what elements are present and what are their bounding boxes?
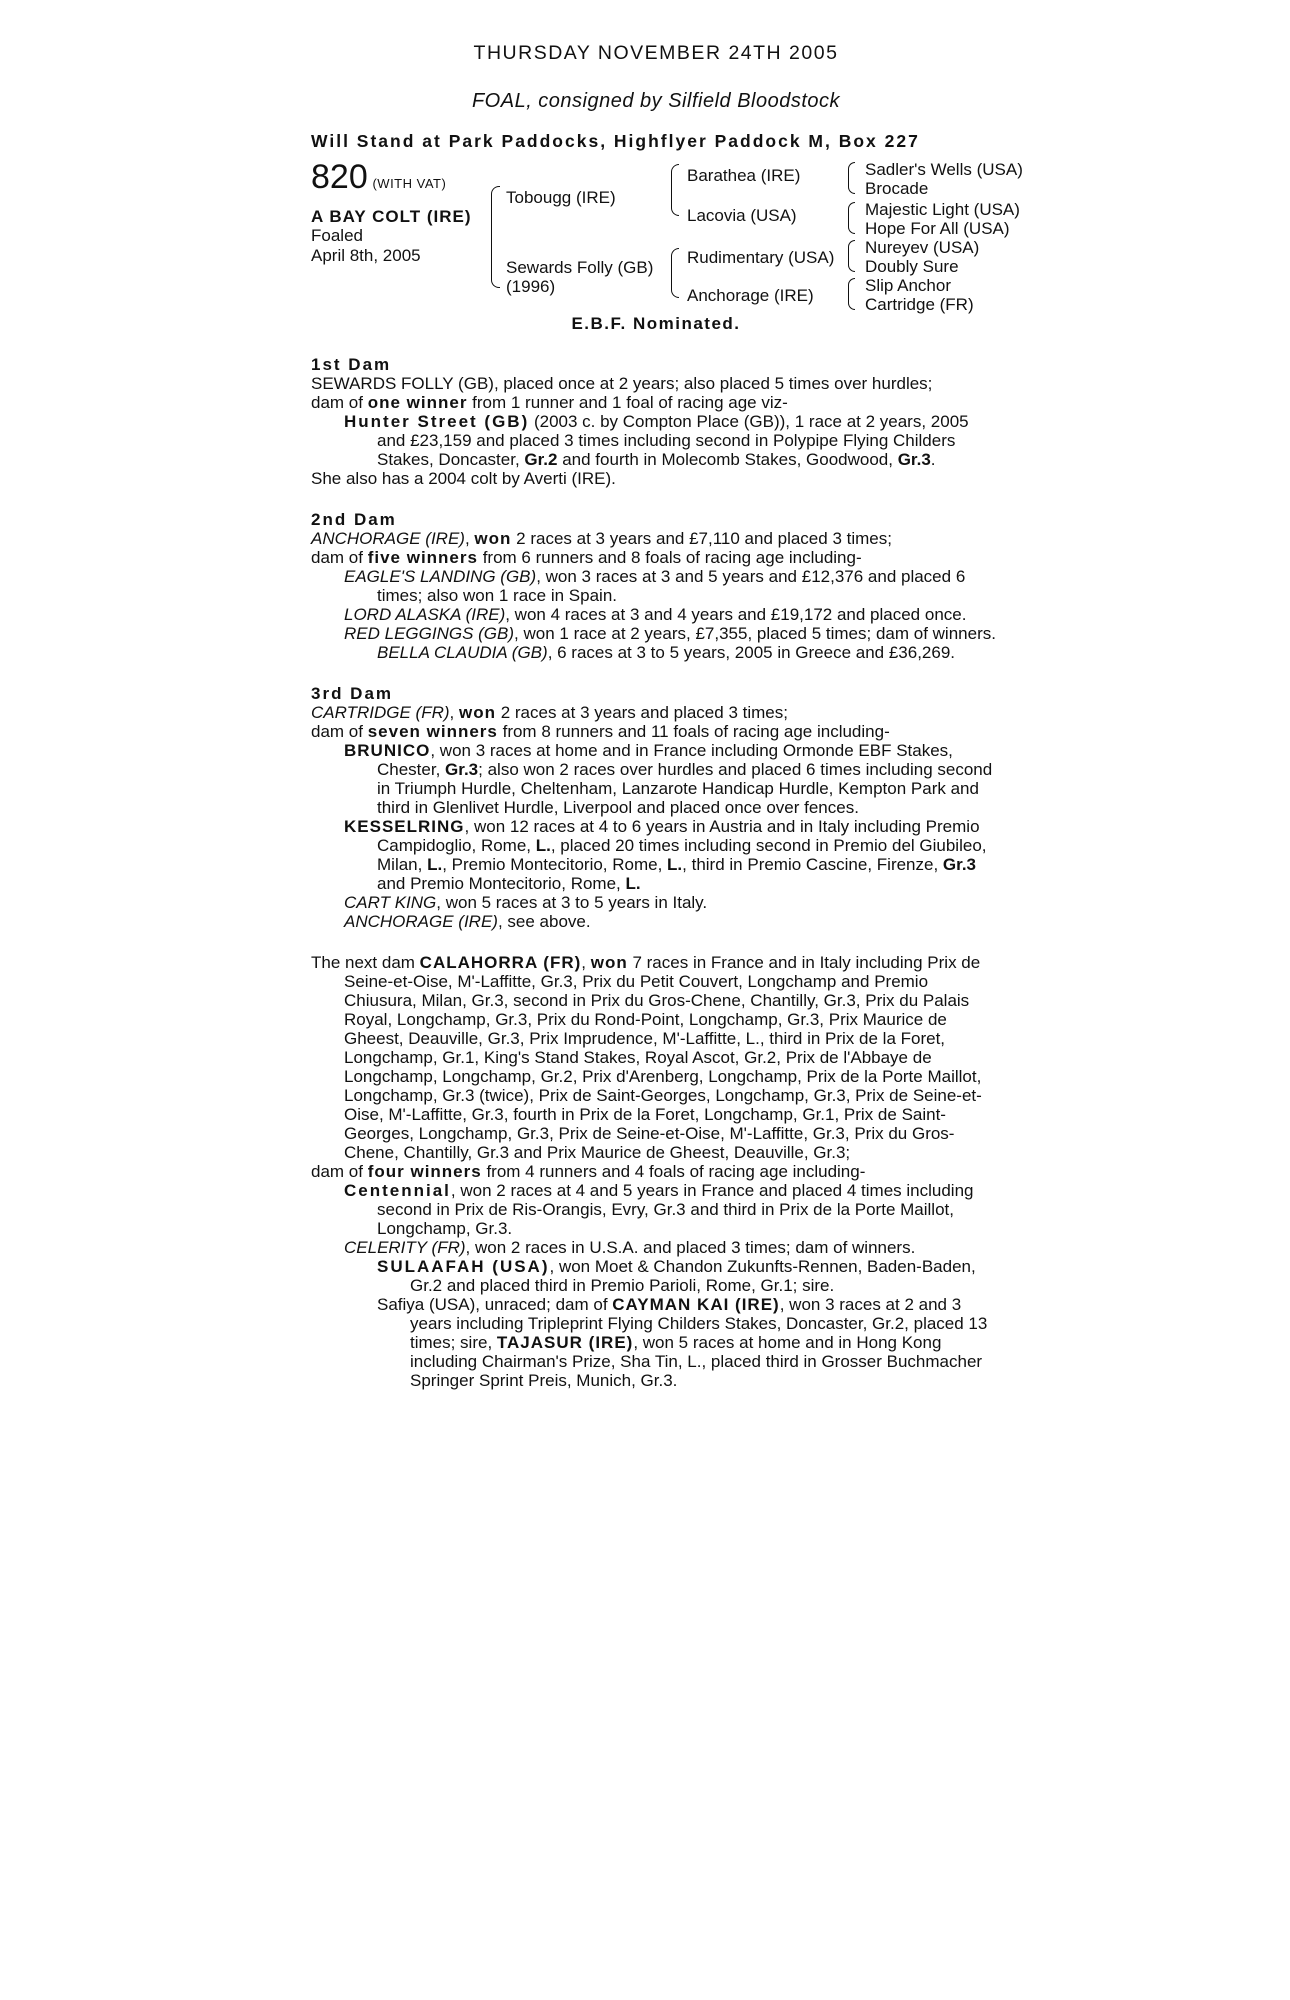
pedigree-brace — [848, 162, 855, 194]
dam-record: ANCHORAGE (IRE), won 2 races at 3 years and £7,110 and placed 3 times; — [311, 529, 892, 548]
section-heading: 1st Dam — [311, 355, 392, 374]
dam-produce-summary: dam of five winners from 6 runners and 8 foals of racing age including- — [311, 548, 862, 567]
stand-location: Will Stand at Park Paddocks, Highflyer Paddock M, Box 227 — [311, 131, 920, 151]
produce-entry: BRUNICO, won 3 races at home and in France including Ormonde EBF Stakes, Chester, Gr.3; also won 2 races over hurdles and placed 6 times including second in Triumph Hurdle, Cheltenham, Lanzarote Handicap Hurdle, Kempton Park and third in Glenlivet Hurdle, Liverpool and placed once over fences. — [344, 741, 993, 817]
dss: Nureyev (USA) — [865, 238, 980, 257]
dds: Slip Anchor — [865, 276, 951, 295]
pedigree-brace — [848, 278, 855, 310]
produce-entry: EAGLE'S LANDING (GB), won 3 races at 3 and 5 years and £12,376 and placed 6 times; also won 1 race in Spain. — [344, 567, 966, 605]
foaled-date: April 8th, 2005 — [311, 246, 421, 265]
additional-produce: She also has a 2004 colt by Averti (IRE). — [311, 469, 616, 488]
sire-name: Tobougg (IRE) — [506, 188, 616, 207]
dam-produce-summary: dam of seven winners from 8 runners and 11 foals of racing age including- — [311, 722, 890, 741]
lot-description: A BAY COLT (IRE) — [311, 207, 472, 226]
dam-name: Sewards Folly (GB) — [506, 258, 654, 277]
lot-number-block — [311, 160, 446, 194]
produce-entry: KESSELRING, won 12 races at 4 to 6 years in Austria and in Italy including Premio Campidoglio, Rome, L., placed 20 times including second in Premio del Giubileo, Milan, L., Premio Montecitorio, Rome, L., third in Premio Cascine, Firenze, Gr.3 and Premio Montecitorio, Rome, L. — [344, 817, 987, 893]
next-dam-record: The next dam CALAHORRA (FR), won 7 races in France and in Italy including Prix de Seine-et-Oise, M'-Laffitte, Gr.3, Prix du Petit Couvert, Longchamp and Premio Chiusura, Milan, Gr.3, second in Prix du Gros-Chene, Chantilly, Gr.3, Prix du Palais Royal, Longchamp, Gr.3, Prix du Rond-Point, Longchamp, Gr.3, Prix Maurice de Gheest, Deauville, Gr.3, Prix Imprudence, M'-Laffitte, L., third in Prix de la Foret, Longchamp, Gr.1, King's Stand Stakes, Royal Ascot, Gr.2, Prix de l'Abbaye de Longchamp, Longchamp, Gr.2, Prix d'Arenberg, Longchamp, Prix de la Porte Maillot, Longchamp, Gr.3 (twice), Prix de Saint-Georges, Longchamp, Gr.3, Prix de Seine-et-Oise, M'-Laffitte, Gr.3, fourth in Prix de la Foret, Longchamp, Gr.1, Prix de Saint-Georges, Longchamp, Gr.3, Prix de Seine-et-Oise, M'-Laffitte, Gr.3, Prix du Gros-Chene, Chantilly, Gr.3 and Prix Maurice de Gheest, Deauville, Gr.3; — [311, 953, 982, 1162]
ddd: Cartridge (FR) — [865, 295, 974, 314]
ebf-nominated: E.B.F. Nominated. — [571, 314, 741, 333]
produce-entry: RED LEGGINGS (GB), won 1 race at 2 years, £7,355, placed 5 times; dam of winners. — [344, 624, 996, 643]
dam-dam: Anchorage (IRE) — [687, 286, 814, 305]
dam-produce-summary: dam of one winner from 1 runner and 1 foal of racing age viz- — [311, 393, 788, 412]
sss: Sadler's Wells (USA) — [865, 160, 1023, 179]
produce-entry: Safiya (USA), unraced; dam of CAYMAN KAI (IRE), won 3 races at 2 and 3 years including Tripleprint Flying Childers Stakes, Doncaster, Gr.2, placed 13 times; sire, TAJASUR (IRE), won 5 races at home and in Hong Kong including Chairman's Prize, Sha Tin, L., placed third in Grosser Buchmacher Springer Sprint Preis, Munich, Gr.3. — [377, 1295, 988, 1390]
pedigree-table — [311, 158, 1023, 335]
dsd: Doubly Sure — [865, 257, 959, 276]
produce-entry: Hunter Street (GB) (2003 c. by Compton Place (GB)), 1 race at 2 years, 2005 and £23,159 and placed 3 times including second in Polypipe Flying Childers Stakes, Doncaster, Gr.2 and fourth in Molecomb Stakes, Goodwood, Gr.3. — [344, 412, 969, 469]
catalogue-page — [311, 42, 1023, 1390]
lot-number: 820 — [311, 158, 368, 196]
produce-entry: SULAAFAH (USA), won Moet & Chandon Zukunfts-Rennen, Baden-Baden, Gr.2 and placed third in Premio Parioli, Rome, Gr.1; sire. — [377, 1257, 976, 1295]
second-dam-section — [311, 510, 1001, 662]
consignment-line: FOAL, consigned by Silfield Bloodstock — [471, 90, 841, 112]
produce-entry: LORD ALASKA (IRE), won 4 races at 3 and 4 years and £19,172 and placed once. — [344, 605, 967, 624]
produce-entry: CELERITY (FR), won 2 races in U.S.A. and placed 3 times; dam of winners. — [344, 1238, 916, 1257]
next-dam-section — [311, 953, 1001, 1390]
pedigree-brace — [671, 248, 679, 298]
ssd: Brocade — [865, 179, 929, 198]
sale-date: THURSDAY NOVEMBER 24TH 2005 — [473, 42, 839, 64]
produce-entry: CART KING, won 5 races at 3 to 5 years in Italy. — [344, 893, 708, 912]
pedigree-brace — [491, 186, 500, 288]
section-heading: 2nd Dam — [311, 510, 397, 529]
dam-sire: Rudimentary (USA) — [687, 248, 835, 267]
section-heading: 3rd Dam — [311, 684, 394, 703]
dam-record: SEWARDS FOLLY (GB), placed once at 2 years; also placed 5 times over hurdles; — [311, 374, 933, 393]
produce-entry: ANCHORAGE (IRE), see above. — [344, 912, 591, 931]
vat-label: (WITH VAT) — [372, 176, 447, 191]
pedigree-brace — [671, 164, 679, 216]
pedigree-brace — [848, 202, 855, 234]
dam-produce-summary: dam of four winners from 4 runners and 4 foals of racing age including- — [311, 1162, 866, 1181]
produce-entry: BELLA CLAUDIA (GB), 6 races at 3 to 5 years, 2005 in Greece and £36,269. — [377, 643, 956, 662]
produce-entry: Centennial, won 2 races at 4 and 5 years in France and placed 4 times including second in Prix de Ris-Orangis, Evry, Gr.3 and third in Prix de la Porte Maillot, Longchamp, Gr.3. — [344, 1181, 974, 1238]
dam-record: CARTRIDGE (FR), won 2 races at 3 years and placed 3 times; — [311, 703, 788, 722]
first-dam-section — [311, 355, 1001, 488]
sdd: Hope For All (USA) — [865, 219, 1010, 238]
sire-dam: Lacovia (USA) — [687, 206, 797, 225]
pedigree-brace — [848, 240, 855, 272]
third-dam-section — [311, 684, 1001, 931]
sire-sire: Barathea (IRE) — [687, 166, 801, 185]
sds: Majestic Light (USA) — [865, 200, 1020, 219]
foaled-label: Foaled — [311, 226, 363, 245]
dam-year: (1996) — [506, 277, 556, 296]
